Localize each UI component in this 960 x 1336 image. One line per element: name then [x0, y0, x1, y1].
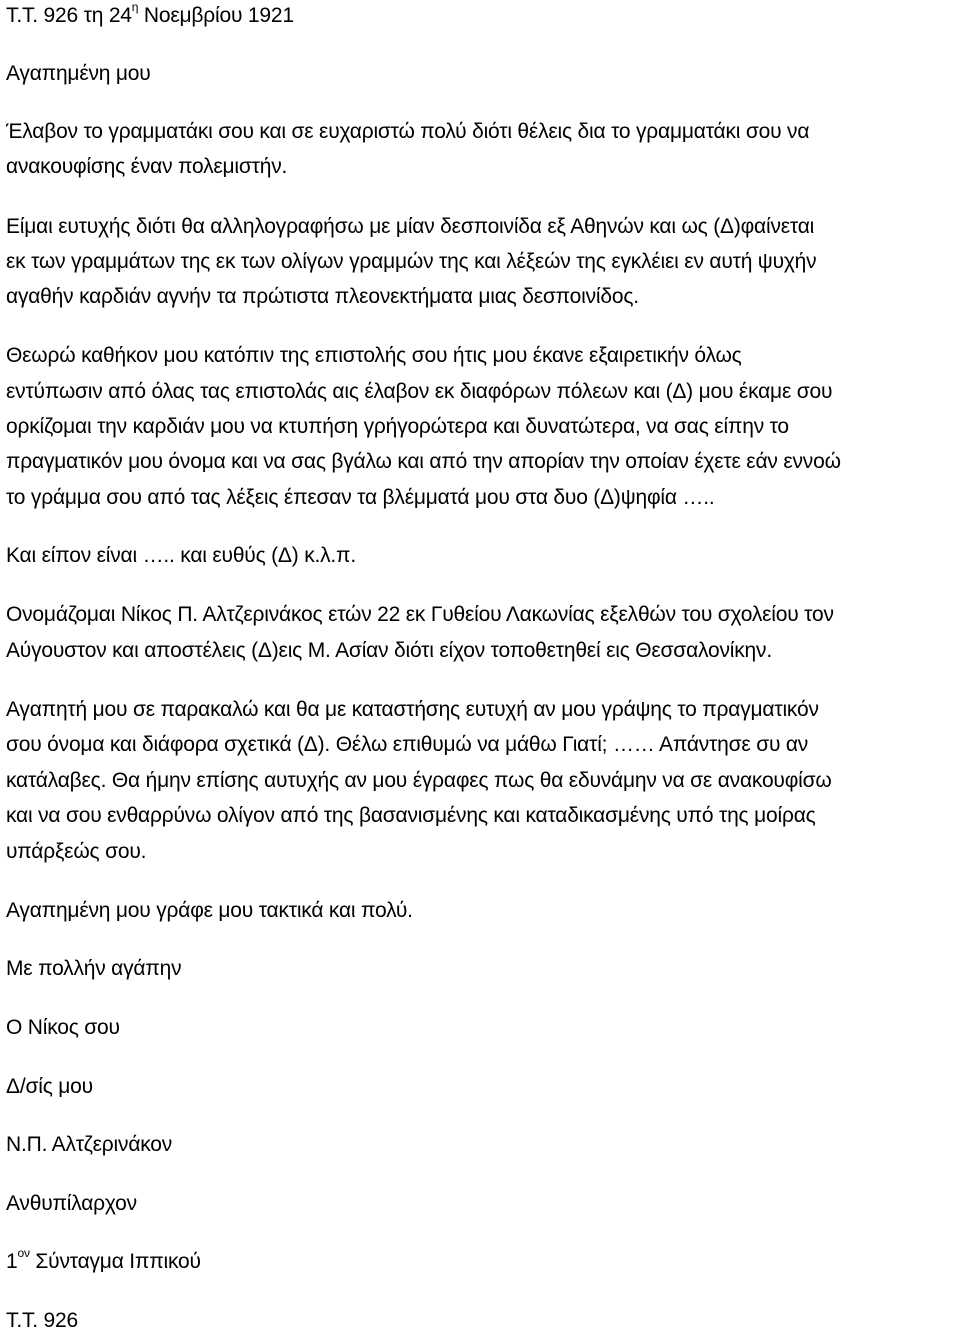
paragraph1-line1: Έλαβον το γραμματάκι σου και σε ευχαριστώ πολύ διότι θέλεις δια το γραμματάκι σου να	[6, 120, 810, 143]
sign-block-line1: Δ/σίς μου	[6, 1075, 93, 1098]
paragraph2-line3: αγαθήν καρδιάν αγνήν τα πρώτιστα πλεονεκτήματα μιας δεσποινίδος.	[6, 285, 639, 308]
closing: Με πολλήν αγάπην	[6, 957, 182, 980]
paragraph6-line5: υπάρξεώς σου.	[6, 840, 147, 863]
paragraph1-line2: ανακουφίσης έναν πολεμιστήν.	[6, 155, 288, 178]
paragraph3-line1: Θεωρώ καθήκον μου κατόπιν της επιστολής σου ήτις μου έκανε εξαιρετικήν όλως	[6, 344, 742, 367]
header-ref: Τ.Τ. 926 τη 24	[6, 4, 132, 27]
paragraph3-line5: το γράμμα σου από τας λέξεις έπεσαν τα βλέμματά μου στα δυο (Δ)ψηφία …..	[6, 486, 715, 509]
sign-block-line3: Ανθυπίλαρχον	[6, 1192, 137, 1215]
paragraph6-line4: και να σου ενθαρρύνω ολίγον από της βασανισμένης και καταδικασμένης υπό της μοίρας	[6, 804, 816, 827]
paragraph2-line2: εκ των γραμμάτων της εκ των ολίγων γραμμών της και λέξεών της εγκλέιει εν αυτή ψυχήν	[6, 250, 817, 273]
sign-block-line2: Ν.Π. Αλτζερινάκον	[6, 1133, 173, 1156]
closing-request: Αγαπημένη μου γράφε μου τακτικά και πολύ.	[6, 899, 413, 922]
paragraph6-line1: Αγαπητή μου σε παρακαλώ και θα με καταστήσης ευτυχή αν μου γράψης το πραγματικόν	[6, 698, 819, 721]
paragraph4: Και είπον είναι ….. και ευθύς (Δ) κ.λ.π.	[6, 544, 356, 567]
paragraph3-line4: πραγματικόν μου όνομα και να σας βγάλω και από την απορίαν την οποίαν έχετε εάν εννοώ	[6, 450, 841, 473]
sign-block-line5: Τ.Τ. 926	[6, 1309, 78, 1332]
salutation: Αγαπημένη μου	[6, 62, 151, 85]
paragraph3-line2: εντύπωσιν από όλας τας επιστολάς αις έλαβον εκ διαφόρων πόλεων και (Δ) μου έκαμε σου	[6, 380, 833, 403]
unit-name: Σύνταγμα Ιππικού	[29, 1250, 201, 1273]
paragraph6-line2: σου όνομα και διάφορα σχετικά (Δ). Θέλω επιθυμώ να μάθω Γιατί; …… Απάντησε συ αν	[6, 733, 809, 756]
unit-ordinal: ον	[17, 1246, 30, 1260]
sign-block-unit	[6, 1247, 201, 1277]
paragraph5-line2: Αύγουστον και αποστέλεις (Δ)εις Μ. Ασίαν διότι είχον τοποθετηθεί εις Θεσσαλονίκην.	[6, 639, 772, 662]
paragraph5-line1: Ονομάζομαι Νίκος Π. Αλτζερινάκος ετών 22 εκ Γυθείου Λακωνίας εξελθών του σχολείου τον	[6, 603, 834, 626]
paragraph6-line3: κατάλαβες. Θα ήμην επίσης αυτυχής αν μου έγραφες πως θα εδυνάμην να σε ανακουφίσω	[6, 769, 832, 792]
signature: Ο Νίκος σου	[6, 1016, 120, 1039]
letter-header	[6, 1, 294, 31]
header-ordinal: η	[131, 0, 139, 14]
paragraph3-line3: ορκίζομαι την καρδιάν μου να κτυπήση γρήγορώτερα και δυνατώτερα, να σας είπην το	[6, 415, 789, 438]
unit-number: 1	[6, 1250, 18, 1273]
header-date: Νοεμβρίου 1921	[138, 4, 294, 27]
paragraph2-line1: Είμαι ευτυχής διότι θα αλληλογραφήσω με μίαν δεσποινίδα εξ Αθηνών και ως (Δ)φαίνεται	[6, 215, 815, 238]
